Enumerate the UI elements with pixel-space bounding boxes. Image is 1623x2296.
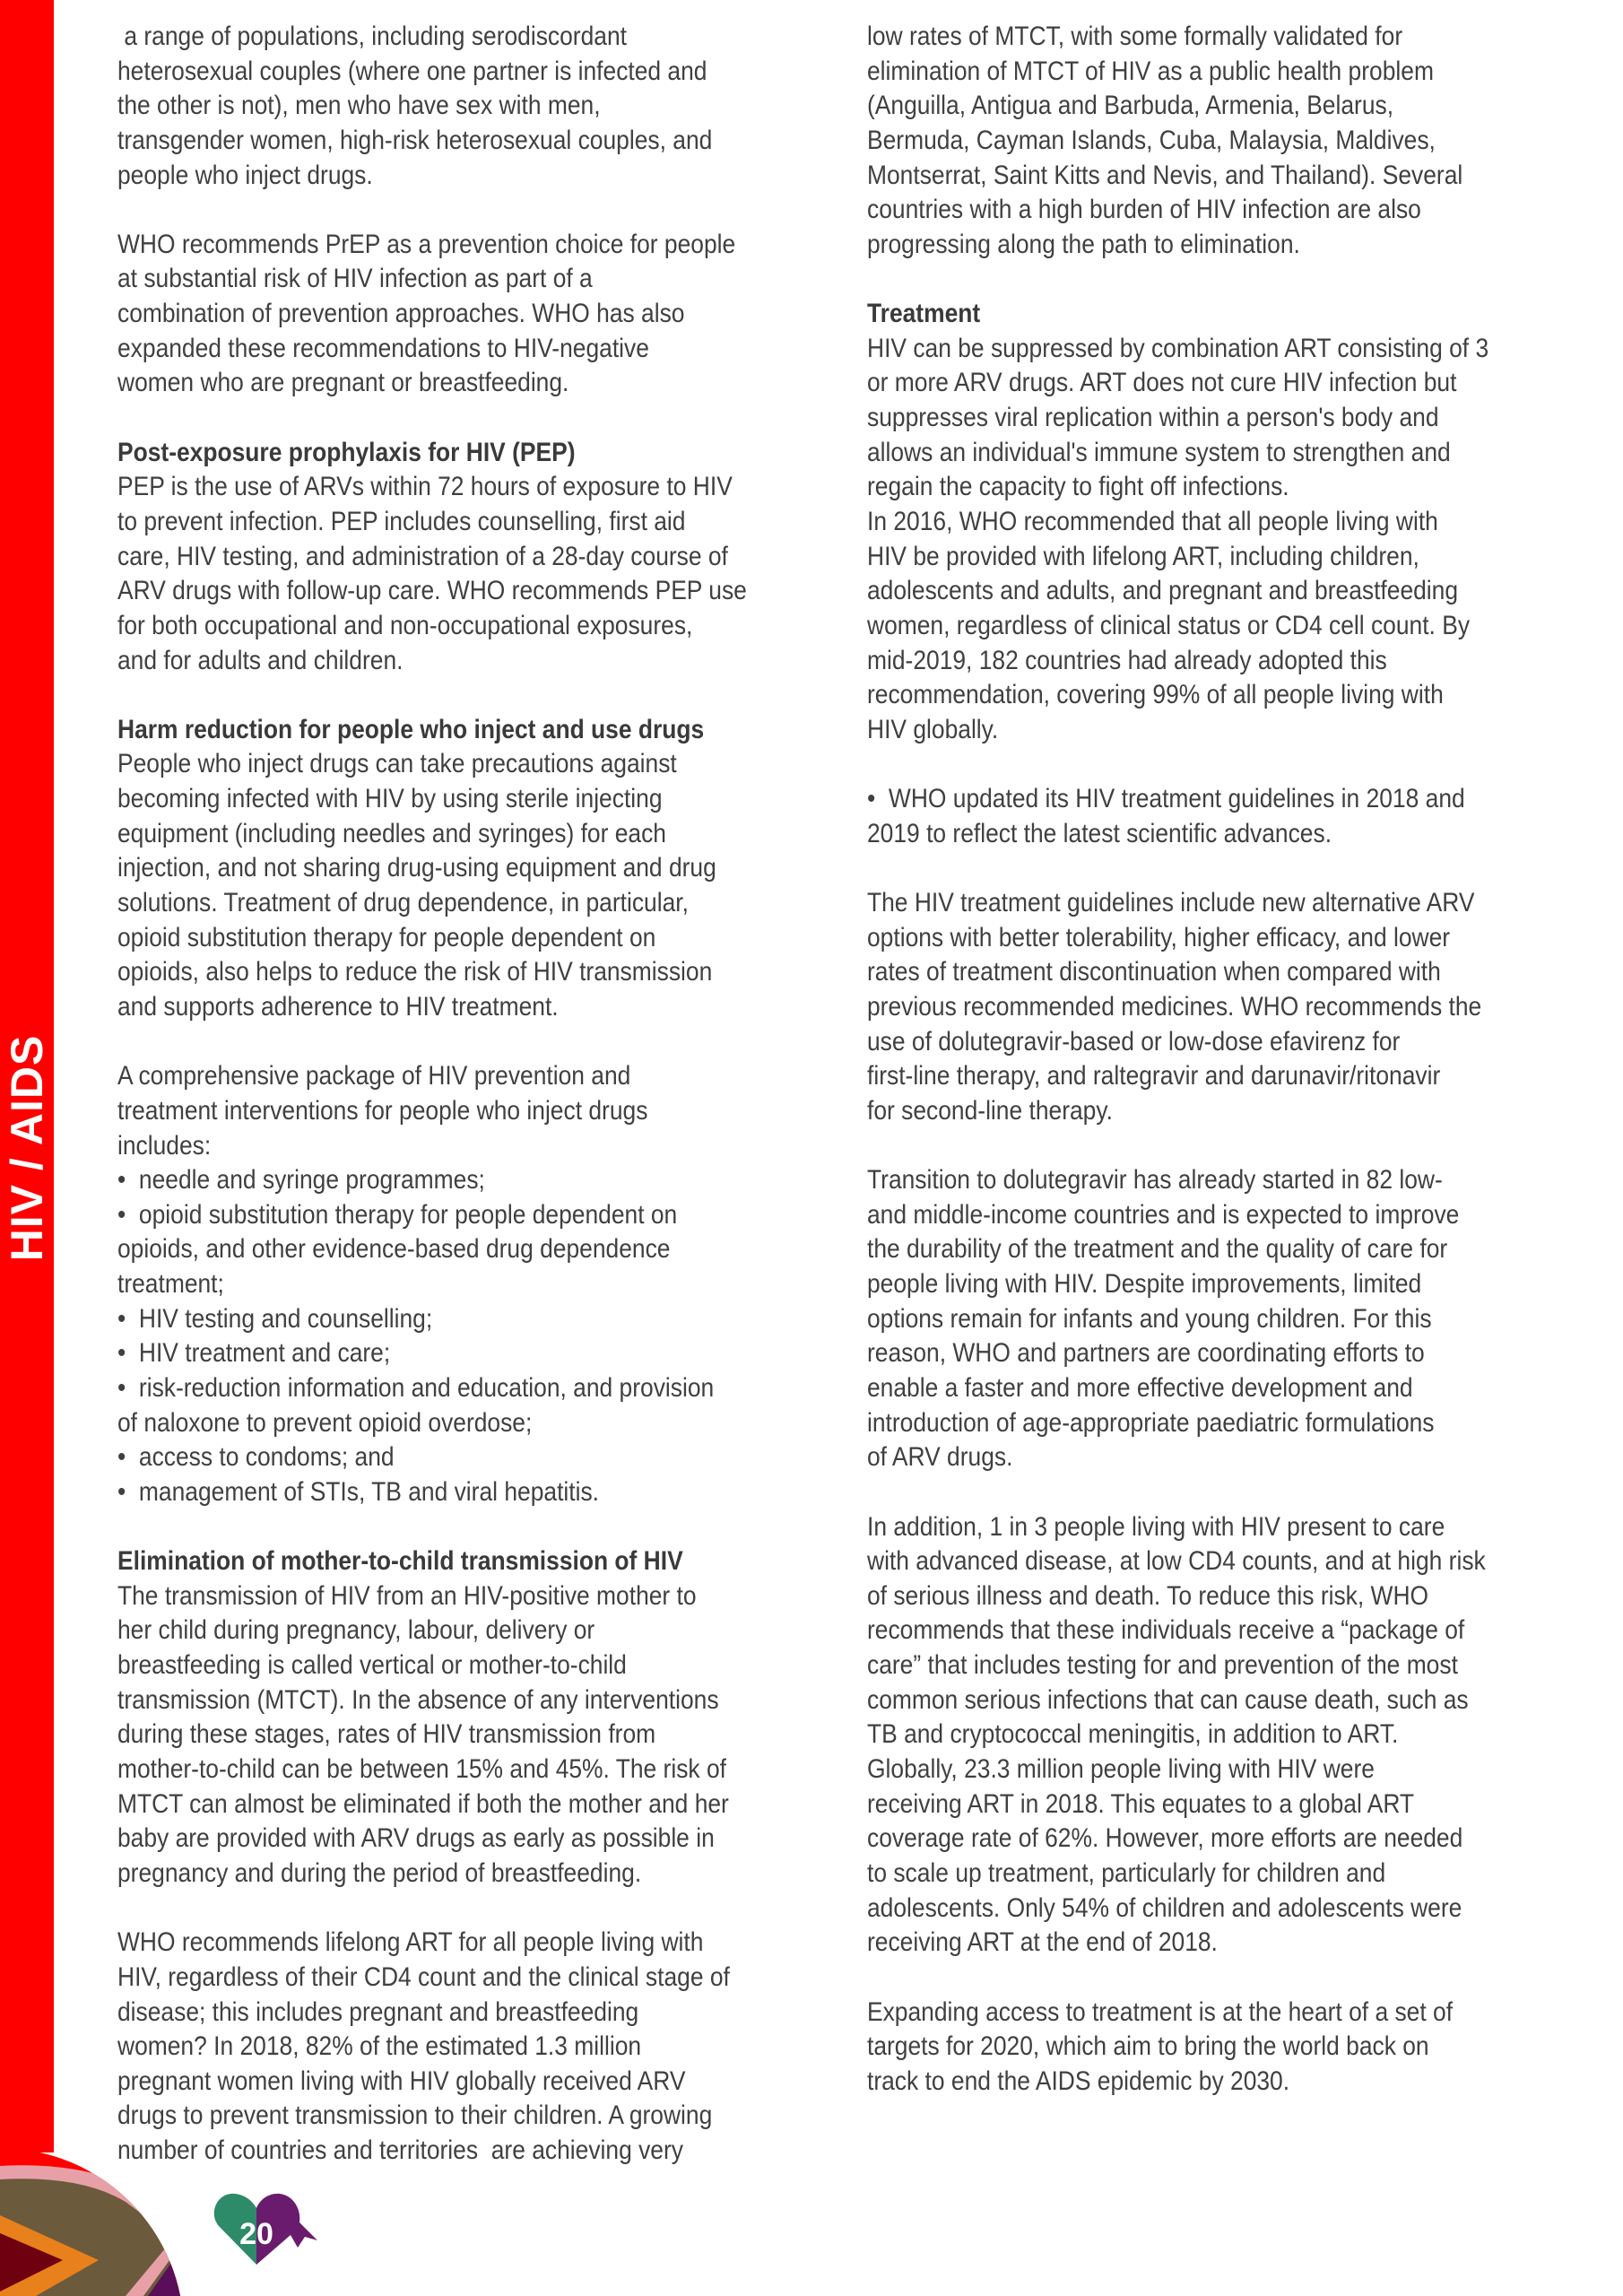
- text-line: women, regardless of clinical status or CD4 cell count. By: [867, 610, 1471, 640]
- text-line: previous recommended medicines. WHO recommends the: [867, 991, 1482, 1022]
- page-number: 20: [239, 2217, 273, 2251]
- paragraph-spacer: [117, 1892, 747, 1926]
- text-line: injection, and not sharing drug-using equipment and drug: [117, 853, 716, 883]
- paragraph-spacer: [117, 193, 747, 228]
- text-line: and for adults and children.: [117, 645, 404, 675]
- text-line: options with better tolerability, higher efficacy, and lower: [867, 922, 1451, 952]
- text-line: equipment (including needles and syringes) for each: [117, 818, 666, 848]
- text-line: ARV drugs with follow-up care. WHO recommends PEP use: [117, 576, 747, 606]
- right-column: [867, 20, 1488, 2099]
- section-label: HIV / AIDS: [2, 1034, 52, 1262]
- text-line: transgender women, high-risk heterosexual couples, and: [117, 125, 713, 155]
- text-line: rates of treatment discontinuation when compared with: [867, 957, 1441, 987]
- text-line: to prevent infection. PEP includes counselling, first aid: [117, 506, 686, 536]
- text-line: opioids, also helps to reduce the risk of HIV transmission: [117, 957, 713, 987]
- text-line: of serious illness and death. To reduce this risk, WHO: [867, 1580, 1429, 1611]
- text-line: with advanced disease, at low CD4 counts, and at high risk: [867, 1546, 1486, 1577]
- text-line: becoming infected with HIV by using sterile injecting: [117, 784, 663, 814]
- text-line: pregnant women living with HIV globally received ARV: [117, 2066, 686, 2096]
- text-line: allows an individual's immune system to strengthen and: [867, 437, 1451, 467]
- text-line: receiving ART in 2018. This equates to a global ART: [867, 1788, 1415, 1819]
- flag-ribbon-decoration: [0, 2090, 233, 2296]
- text-line: • risk-reduction information and education, and provision: [117, 1372, 715, 1403]
- text-line: people who inject drugs.: [117, 160, 373, 190]
- text-line: of naloxone to prevent opioid overdose;: [117, 1407, 533, 1438]
- text-line: women who are pregnant or breastfeeding.: [117, 368, 569, 398]
- text-line: a range of populations, including serodiscordant: [117, 22, 627, 51]
- text-line: for both occupational and non-occupational exposures,: [117, 610, 693, 640]
- text-line: opioids, and other evidence-based drug dependence: [117, 1234, 671, 1265]
- text-line: The HIV treatment guidelines include new alternative ARV: [867, 888, 1475, 918]
- paragraph-spacer: [867, 747, 1488, 782]
- text-line: treatment interventions for people who inject drugs: [117, 1095, 648, 1126]
- text-line: 2019 to reflect the latest scientific advances.: [867, 818, 1332, 848]
- text-line: HIV be provided with lifelong ART, including children,: [867, 541, 1419, 571]
- text-line: • HIV testing and counselling;: [117, 1303, 433, 1334]
- text-line: number of countries and territories are achieving very: [117, 2135, 683, 2166]
- text-line: options remain for infants and young children. For this: [867, 1303, 1432, 1334]
- text-line: reason, WHO and partners are coordinating efforts to: [867, 1338, 1425, 1369]
- text-line: PEP is the use of ARVs within 72 hours of exposure to HIV: [117, 472, 733, 502]
- text-line: suppresses viral replication within a person's body and: [867, 403, 1439, 433]
- text-line: the durability of the treatment and the quality of care for: [867, 1234, 1448, 1265]
- text-line: includes:: [117, 1130, 212, 1161]
- section-heading: Elimination of mother-to-child transmission of HIV: [117, 1546, 683, 1577]
- text-line: or more ARV drugs. ART does not cure HIV infection but: [867, 368, 1457, 398]
- text-line: recommends that these individuals receive a “package of: [867, 1615, 1465, 1646]
- text-line: mid-2019, 182 countries had already adopted this: [867, 645, 1387, 675]
- text-line: women? In 2018, 82% of the estimated 1.3 million: [117, 2031, 642, 2062]
- text-line: first-line therapy, and raltegravir and darunavir/ritonavir: [867, 1061, 1441, 1091]
- text-line: at substantial risk of HIV infection as part of a: [117, 264, 593, 294]
- text-line: • WHO updated its HIV treatment guidelines in 2018 and: [867, 784, 1465, 814]
- text-line: opioid substitution therapy for people dependent on: [117, 922, 656, 952]
- text-line: The transmission of HIV from an HIV-positive mother to: [117, 1580, 697, 1611]
- text-line: WHO recommends PrEP as a prevention choice for people: [117, 229, 736, 259]
- text-line: track to end the AIDS epidemic by 2030.: [867, 2066, 1290, 2096]
- text-line: and supports adherence to HIV treatment.: [117, 991, 559, 1022]
- text-line: MTCT can almost be eliminated if both the mother and her: [117, 1788, 729, 1819]
- paragraph-spacer: [867, 851, 1488, 886]
- text-line: coverage rate of 62%. However, more efforts are needed: [867, 1823, 1463, 1854]
- text-line: WHO recommends lifelong ART for all people living with: [117, 1927, 704, 1958]
- text-line: targets for 2020, which aim to bring the world back on: [867, 2031, 1429, 2062]
- paragraph-spacer: [117, 401, 747, 436]
- text-line: HIV, regardless of their CD4 count and the clinical stage of: [117, 1961, 730, 1992]
- paragraph-spacer: [117, 1025, 747, 1060]
- text-line: recommendation, covering 99% of all people living with: [867, 680, 1444, 710]
- text-line: • access to condoms; and: [117, 1442, 395, 1473]
- text-line: Bermuda, Cayman Islands, Cuba, Malaysia, Maldives,: [867, 125, 1436, 155]
- text-line: drugs to prevent transmission to their children. A growing: [117, 2100, 713, 2131]
- text-line: for second-line therapy.: [867, 1095, 1113, 1126]
- paragraph-spacer: [117, 1510, 747, 1545]
- text-line: solutions. Treatment of drug dependence, in particular,: [117, 888, 689, 918]
- section-heading: Harm reduction for people who inject and use drugs: [117, 714, 705, 744]
- text-line: low rates of MTCT, with some formally validated for: [867, 22, 1403, 51]
- text-line: • needle and syringe programmes;: [117, 1165, 485, 1196]
- section-heading: Post-exposure prophylaxis for HIV (PEP): [117, 437, 576, 467]
- paragraph-spacer: [867, 262, 1488, 297]
- text-line: use of dolutegravir-based or low-dose efavirenz for: [867, 1026, 1401, 1057]
- text-line: Globally, 23.3 million people living with HIV were: [867, 1754, 1375, 1785]
- paragraph-spacer: [117, 678, 747, 713]
- text-line: disease; this includes pregnant and breastfeeding: [117, 1996, 639, 2027]
- text-line: expanded these recommendations to HIV-negative: [117, 333, 649, 363]
- text-line: introduction of age-appropriate paediatric formulations: [867, 1407, 1435, 1438]
- text-line: A comprehensive package of HIV prevention and: [117, 1061, 631, 1091]
- text-line: progressing along the path to elimination.: [867, 229, 1300, 259]
- text-line: • HIV treatment and care;: [117, 1338, 391, 1369]
- left-column: [117, 20, 747, 2169]
- text-line: breastfeeding is called vertical or mother-to-child: [117, 1650, 627, 1681]
- text-line: her child during pregnancy, labour, delivery or: [117, 1615, 595, 1646]
- text-line: In addition, 1 in 3 people living with HIV present to care: [867, 1511, 1445, 1542]
- text-line: common serious infections that can cause death, such as: [867, 1684, 1469, 1715]
- paragraph-spacer: [867, 1475, 1488, 1510]
- text-line: heterosexual couples (where one partner is infected and: [117, 56, 707, 86]
- text-line: pregnancy and during the period of breastfeeding.: [117, 1857, 642, 1888]
- text-line: Montserrat, Saint Kitts and Nevis, and Thailand). Several: [867, 160, 1463, 190]
- text-line: mother-to-child can be between 15% and 45%. The risk of: [117, 1754, 726, 1785]
- text-line: • opioid substitution therapy for people dependent on: [117, 1199, 678, 1230]
- text-line: transmission (MTCT). In the absence of any interventions: [117, 1684, 719, 1715]
- text-line: TB and cryptococcal meningitis, in addition to ART.: [867, 1719, 1399, 1750]
- text-line: baby are provided with ARV drugs as early as possible in: [117, 1823, 715, 1854]
- text-line: of ARV drugs.: [867, 1442, 1013, 1473]
- text-line: Expanding access to treatment is at the heart of a set of: [867, 1996, 1454, 2027]
- text-line: People who inject drugs can take precautions against: [117, 749, 677, 779]
- text-line: combination of prevention approaches. WHO has also: [117, 299, 685, 329]
- text-line: regain the capacity to fight off infections.: [867, 472, 1289, 502]
- text-line: Transition to dolutegravir has already started in 82 low-: [867, 1165, 1443, 1196]
- text-line: and middle-income countries and is expected to improve: [867, 1199, 1460, 1230]
- text-line: receiving ART at the end of 2018.: [867, 1927, 1218, 1958]
- section-heading: Treatment: [867, 299, 981, 329]
- text-line: to scale up treatment, particularly for children and: [867, 1857, 1386, 1888]
- text-line: HIV globally.: [867, 714, 999, 744]
- text-line: the other is not), men who have sex with men,: [117, 91, 601, 121]
- text-line: during these stages, rates of HIV transmission from: [117, 1719, 656, 1750]
- text-line: In 2016, WHO recommended that all people living with: [867, 506, 1438, 536]
- text-line: HIV can be suppressed by combination ART consisting of 3: [867, 333, 1489, 363]
- text-line: • management of STIs, TB and viral hepatitis.: [117, 1476, 600, 1507]
- text-line: countries with a high burden of HIV infection are also: [867, 195, 1421, 225]
- text-line: care” that includes testing for and prevention of the most: [867, 1650, 1458, 1681]
- text-line: enable a faster and more effective development and: [867, 1372, 1413, 1403]
- text-line: care, HIV testing, and administration of a 28-day course of: [117, 541, 728, 571]
- text-line: people living with HIV. Despite improvements, limited: [867, 1269, 1422, 1300]
- text-line: adolescents and adults, and pregnant and breastfeeding: [867, 576, 1459, 606]
- text-line: elimination of MTCT of HIV as a public health problem: [867, 56, 1434, 86]
- paragraph-spacer: [867, 1961, 1488, 1996]
- paragraph-spacer: [867, 1129, 1488, 1164]
- text-line: adolescents. Only 54% of children and adolescents were: [867, 1892, 1462, 1923]
- heart-ribbon-logo: [212, 2188, 319, 2269]
- text-line: treatment;: [117, 1269, 224, 1300]
- text-line: (Anguilla, Antigua and Barbuda, Armenia, Belarus,: [867, 91, 1394, 121]
